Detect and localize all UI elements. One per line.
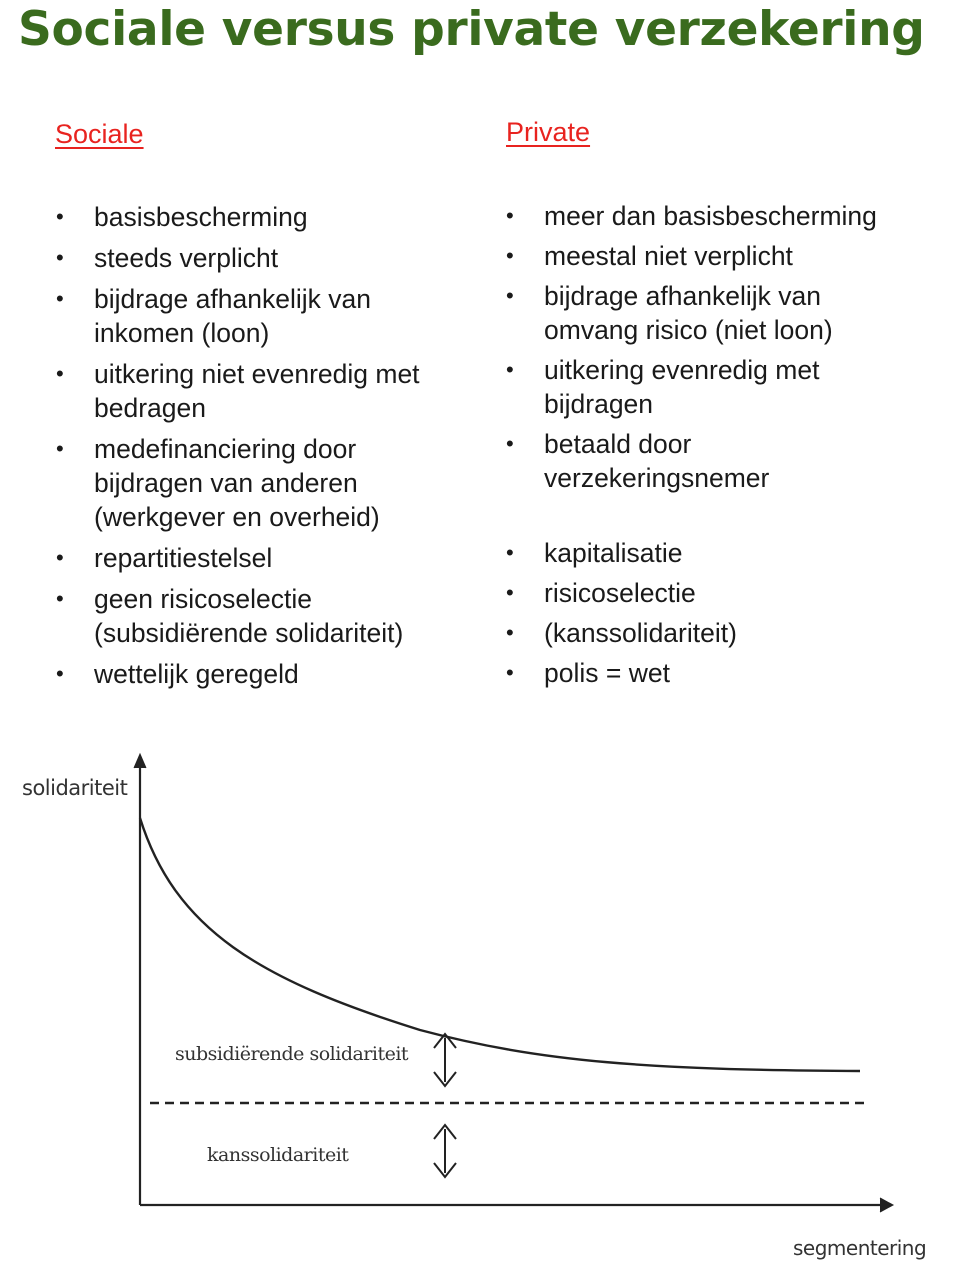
list-item-line: inkomen (loon) — [94, 318, 270, 348]
list-item-line: betaald door — [544, 429, 692, 459]
list-item-line: steeds verplicht — [94, 243, 279, 273]
lower-region-label: kanssolidariteit — [207, 1144, 349, 1166]
list-item — [506, 656, 936, 690]
y-axis-arrowhead — [134, 754, 146, 768]
list-item — [56, 657, 476, 691]
list-item-line: uitkering evenredig met — [544, 355, 820, 385]
list-item — [56, 282, 476, 350]
list-item-line: basisbescherming — [94, 202, 308, 232]
y-axis-label: solidariteit — [22, 776, 128, 800]
private-list — [506, 199, 936, 696]
list-item — [506, 239, 936, 273]
upper-double-arrow-icon — [434, 1034, 456, 1086]
list-item — [506, 427, 936, 495]
list-item — [56, 357, 476, 425]
list-item-line: risicoselectie — [544, 578, 696, 608]
solidarity-curve — [140, 818, 860, 1071]
upper-region-label: subsidiërende solidariteit — [175, 1043, 409, 1065]
list-item — [56, 582, 476, 650]
list-item-line: bijdrage afhankelijk van — [544, 281, 821, 311]
list-item — [56, 241, 476, 275]
list-item-line: kapitalisatie — [544, 538, 683, 568]
list-item-line: repartitiestelsel — [94, 543, 273, 573]
list-item-line: geen risicoselectie — [94, 584, 313, 614]
list-item — [506, 353, 936, 421]
list-item — [506, 279, 936, 347]
list-item — [506, 199, 936, 233]
list-item — [506, 536, 936, 570]
list-item-line: meer dan basisbescherming — [544, 201, 877, 231]
solidarity-diagram — [0, 740, 958, 1280]
x-axis-arrowhead — [880, 1198, 893, 1212]
list-item-line: meestal niet verplicht — [544, 241, 793, 271]
list-item-line: polis = wet — [544, 658, 670, 688]
list-item-line: medefinanciering door — [94, 434, 357, 464]
list-item-line: bijdragen — [544, 389, 654, 419]
list-item — [56, 200, 476, 234]
list-item-line: bedragen — [94, 393, 206, 423]
x-axis-label: segmentering — [793, 1236, 927, 1260]
list-item-line: bijdrage afhankelijk van — [94, 284, 371, 314]
list-item — [56, 541, 476, 575]
list-item — [506, 576, 936, 610]
list-item-line: (kanssolidariteit) — [544, 618, 737, 648]
sociale-list — [56, 200, 476, 698]
list-item-line: bijdragen van anderen — [94, 468, 358, 498]
lower-double-arrow-icon — [434, 1125, 456, 1177]
diagram-svg — [0, 740, 958, 1280]
list-item — [56, 432, 476, 534]
list-item-line: (subsidiërende solidariteit) — [94, 618, 404, 648]
list-item-line: uitkering niet evenredig met — [94, 359, 420, 389]
list-item — [506, 616, 936, 650]
column-heading-sociale: Sociale — [55, 119, 144, 149]
column-heading-private: Private — [506, 117, 591, 147]
list-item-line: verzekeringsnemer — [544, 463, 770, 493]
list-item-line: (werkgever en overheid) — [94, 502, 380, 532]
list-item-line: wettelijk geregeld — [94, 659, 299, 689]
list-item-line: omvang risico (niet loon) — [544, 315, 833, 345]
page-title: Sociale versus private verzekering — [18, 2, 925, 57]
